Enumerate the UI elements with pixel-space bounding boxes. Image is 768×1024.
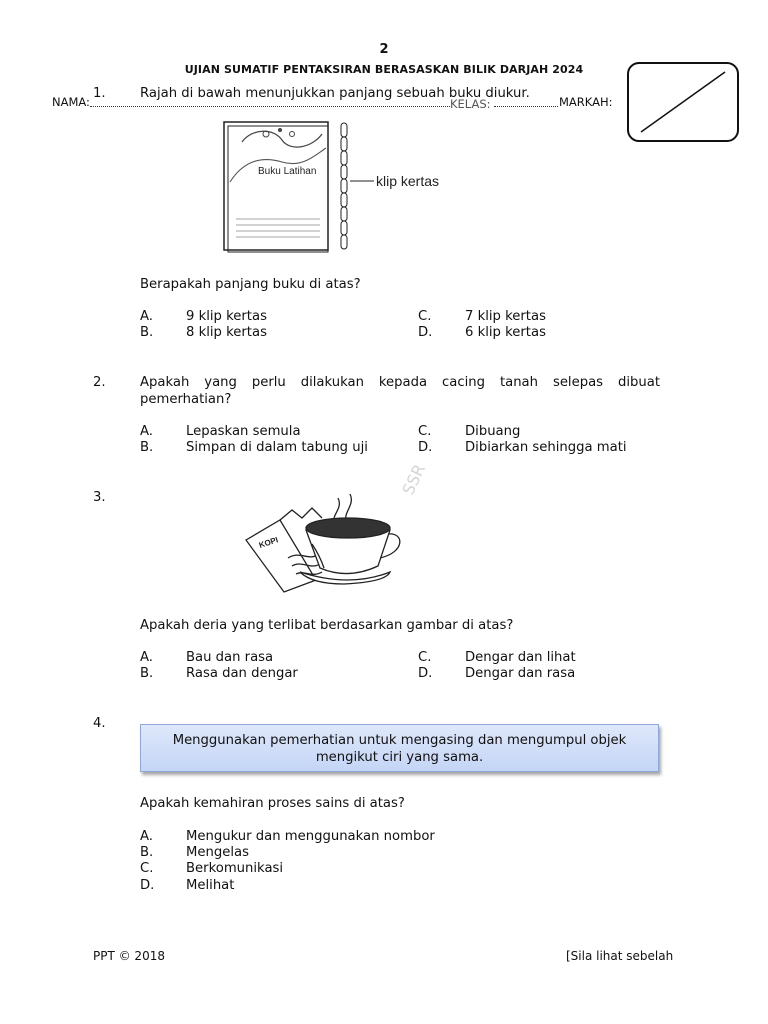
exam-title: UJIAN SUMATIF PENTAKSIRAN BERASASKAN BILIK DARJAH 2024 bbox=[184, 63, 584, 76]
question-4-text: Apakah kemahiran proses sains di atas? bbox=[140, 796, 405, 811]
coffee-figure bbox=[240, 488, 405, 593]
class-line bbox=[494, 106, 558, 107]
q2-option-c-letter: C. bbox=[418, 424, 432, 439]
question-1-stem: Rajah di bawah menunjukkan panjang sebuah buku diukur. bbox=[140, 86, 530, 101]
question-3-number: 3. bbox=[93, 490, 106, 505]
question-3-text: Apakah deria yang terlibat berdasarkan gambar di atas? bbox=[140, 618, 514, 633]
footer-copyright: PPT © 2018 bbox=[93, 949, 165, 963]
q3-option-b-letter: B. bbox=[140, 666, 154, 681]
q4-option-c-letter: C. bbox=[140, 861, 154, 876]
q2-option-d[interactable]: Dibiarkan sehingga mati bbox=[465, 440, 627, 455]
watermark: SSR bbox=[398, 461, 429, 498]
skill-description-text: Menggunakan pemerhatian untuk mengasing dan mengumpul objek mengikut ciri yang sama. bbox=[172, 733, 627, 765]
question-1-text: Berapakah panjang buku di atas? bbox=[140, 277, 361, 292]
q3-option-b[interactable]: Rasa dan dengar bbox=[186, 666, 298, 681]
q3-option-a[interactable]: Bau dan rasa bbox=[186, 650, 274, 665]
q1-option-a-letter: A. bbox=[140, 309, 153, 324]
question-2-text: Apakah yang perlu dilakukan kepada cacing tanah selepas dibuat pemerhatian? bbox=[140, 375, 660, 407]
clip-label: klip kertas bbox=[376, 173, 440, 189]
q4-option-d-letter: D. bbox=[140, 878, 155, 893]
q3-option-d[interactable]: Dengar dan rasa bbox=[465, 666, 576, 681]
class-label: KELAS: bbox=[450, 97, 491, 111]
marks-label: MARKAH: bbox=[559, 95, 613, 109]
name-label: NAMA: bbox=[52, 95, 90, 109]
q1-option-a[interactable]: 9 klip kertas bbox=[186, 309, 267, 324]
q2-option-d-letter: D. bbox=[418, 440, 433, 455]
q1-option-d-letter: D. bbox=[418, 325, 433, 340]
q1-option-b-letter: B. bbox=[140, 325, 154, 340]
footer-turn-page: [Sila lihat sebelah bbox=[566, 949, 674, 963]
q2-option-b-letter: B. bbox=[140, 440, 154, 455]
q1-option-c[interactable]: 7 klip kertas bbox=[465, 309, 546, 324]
q3-option-c[interactable]: Dengar dan lihat bbox=[465, 650, 576, 665]
q3-option-a-letter: A. bbox=[140, 650, 153, 665]
question-1-number: 1. bbox=[93, 86, 106, 101]
q4-option-b[interactable]: Mengelas bbox=[186, 845, 249, 860]
q2-option-b[interactable]: Simpan di dalam tabung uji bbox=[186, 440, 368, 455]
question-4-number: 4. bbox=[93, 716, 106, 731]
q4-option-b-letter: B. bbox=[140, 845, 154, 860]
packet-label: KOPI bbox=[257, 535, 280, 550]
q1-option-d[interactable]: 6 klip kertas bbox=[465, 325, 546, 340]
q3-option-d-letter: D. bbox=[418, 666, 433, 681]
q4-option-c[interactable]: Berkomunikasi bbox=[186, 861, 284, 876]
skill-description-box bbox=[140, 724, 659, 772]
q2-option-a[interactable]: Lepaskan semula bbox=[186, 424, 301, 439]
q1-option-b[interactable]: 8 klip kertas bbox=[186, 325, 267, 340]
question-2-number: 2. bbox=[93, 375, 106, 390]
q1-option-c-letter: C. bbox=[418, 309, 432, 324]
page-number: 2 bbox=[379, 42, 389, 57]
book-label: Buku Latihan bbox=[258, 166, 317, 177]
name-line bbox=[90, 106, 450, 107]
marks-box bbox=[627, 62, 739, 142]
q4-option-a-letter: A. bbox=[140, 829, 153, 844]
q2-option-a-letter: A. bbox=[140, 424, 153, 439]
q2-option-c[interactable]: Dibuang bbox=[465, 424, 521, 439]
marks-diagonal bbox=[629, 64, 737, 140]
q3-option-c-letter: C. bbox=[418, 650, 432, 665]
q4-option-a[interactable]: Mengukur dan menggunakan nombor bbox=[186, 829, 435, 844]
q4-option-d[interactable]: Melihat bbox=[186, 878, 235, 893]
book-clip-figure bbox=[222, 120, 462, 255]
